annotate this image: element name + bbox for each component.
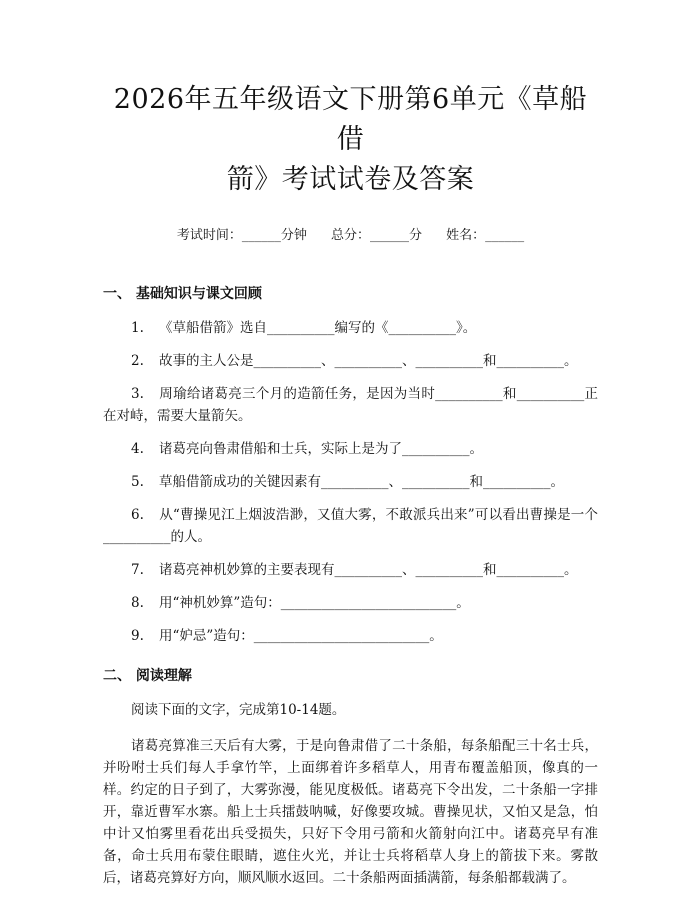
section-1-title: 一、 基础知识与课文回顾 [103,286,262,302]
question-text: 周瑜给诸葛亮三个月的造箭任务，是因为当时__________和__________正在对峙，需要大量箭矢。 [103,386,598,424]
section-1-questions [103,317,598,647]
question-number: 1. [131,320,144,336]
question-number: 7. [131,562,144,578]
question-9 [103,625,598,647]
question-6 [103,504,598,548]
question-7 [103,559,598,581]
question-3 [103,383,598,427]
reading-passage: 诸葛亮算准三天后有大雾，于是向鲁肃借了二十条船，每条船配三十名士兵，并吩咐士兵们每人手拿竹竿，上面绑着许多稻草人，用青布覆盖船顶，像真的一样。约定的日子到了，大雾弥漫，能见度极低。诸葛亮下令出发，二十条船一字排开，靠近曹军水寨。船上士兵擂鼓呐喊，好像要攻城。曹操见状，又怕又是急，怕中计又怕雾里看花出兵受损失，只好下令用弓箭和火箭射向江中。诸葛亮早有准备，命士兵用布蒙住眼睛，遮住火光，并让士兵将稻草人身上的箭拔下来。雾散后，诸葛亮算好方向，顺风顺水返回。二十条船两面插满箭，每条船都载满了。 [103,738,598,886]
title-line-2: 箭》考试试卷及答案 [226,164,475,195]
exam-title [103,80,598,200]
question-text: 诸葛亮神机妙算的主要表现有__________、__________和__________。 [159,562,578,578]
exam-meta [103,224,598,243]
question-number: 3. [131,386,144,402]
question-text: 从“曹操见江上烟波浩渺，又值大雾，不敢派兵出来”可以看出曹操是一个__________的人。 [103,507,598,545]
question-number: 8. [131,595,144,611]
question-number: 6. [131,507,144,523]
reading-instructions: 阅读下面的文字，完成第10-14题。 [131,702,346,718]
exam-time: 考试时间：______分钟 [176,228,307,243]
question-1 [103,317,598,339]
question-4 [103,438,598,460]
question-text: 草船借箭成功的关键因素有__________、__________和__________。 [159,474,564,490]
question-number: 4. [131,441,144,457]
question-text: 《草船借箭》选自__________编写的《__________》。 [159,320,477,336]
question-number: 5. [131,474,144,490]
section-2-title: 二、 阅读理解 [103,668,192,684]
question-5 [103,471,598,493]
question-text: 用“神机妙算”造句：__________________________。 [159,595,470,611]
question-text: 用“妒忌”造句：__________________________。 [159,628,443,644]
title-line-1: 2026年五年级语文下册第6单元《草船借 [113,84,588,155]
question-text: 故事的主人公是__________、__________、__________和__________。 [159,353,578,369]
question-8 [103,592,598,614]
question-text: 诸葛亮向鲁肃借船和士兵，实际上是为了__________。 [159,441,483,457]
question-2 [103,350,598,372]
question-number: 2. [131,353,144,369]
question-number: 9. [131,628,144,644]
exam-score: 总分：______分 [330,228,422,243]
student-name: 姓名：______ [446,228,525,243]
